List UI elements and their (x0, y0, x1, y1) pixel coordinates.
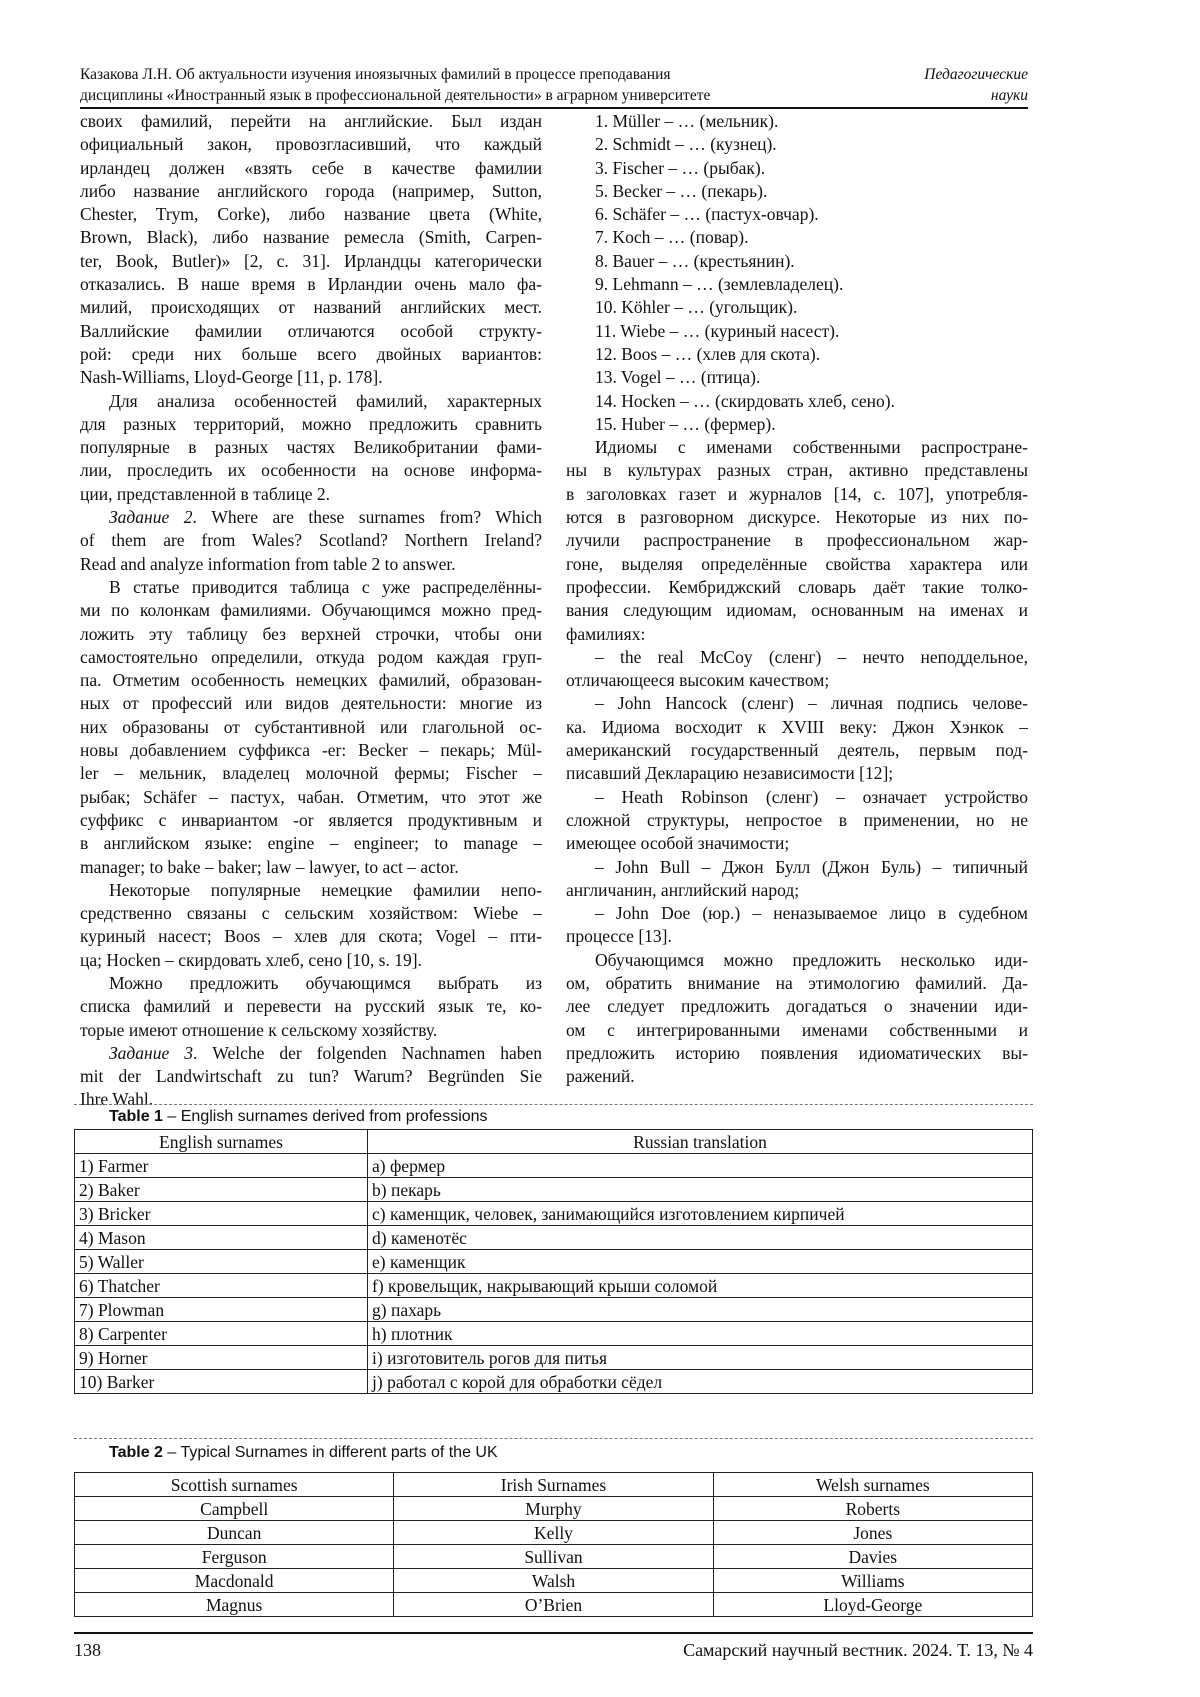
table1-caption-text: – English surnames derived from professions (163, 1108, 488, 1125)
text-line: Обучающимся можно предложить несколько иди- (566, 949, 1028, 972)
text-line: рыбак; Schäfer – пастух, чабан. Отметим, что этот же (80, 786, 542, 809)
table1-caption (109, 1108, 488, 1126)
list-item: 14. Hocken – … (скирдовать хлеб, сено). (566, 390, 1028, 413)
column-header: Russian translation (368, 1130, 1033, 1154)
text-line: ом с интегрированными именами собственными и (566, 1019, 1028, 1042)
table-row (75, 1178, 1033, 1202)
table2-caption-text: – Typical Surnames in different parts of the UK (163, 1444, 498, 1461)
text-line: В статье приводится таблица с уже распределённы- (80, 576, 542, 599)
text-line: Read and analyze information from table 2 to answer. (80, 553, 542, 576)
text-line: ми по колонкам фамилиями. Обучающимся можно пред- (80, 599, 542, 622)
page-number: 138 (74, 1640, 101, 1661)
text-line: Ihre Wahl. (80, 1088, 542, 1111)
text-line: самостоятельно определили, откуда родом каждая груп- (80, 646, 542, 669)
section-line-2: науки (924, 85, 1028, 106)
table-row (75, 1569, 1033, 1593)
paragraph (80, 1042, 542, 1112)
column-header: Irish Surnames (394, 1473, 713, 1497)
table-cell: Jones (713, 1521, 1032, 1545)
table-cell: b) пекарь (368, 1178, 1033, 1202)
text-line: – John Bull – Джон Булл (Джон Буль) – типичный (566, 856, 1028, 879)
table-cell: c) каменщик, человек, занимающийся изготовлением кирпичей (368, 1202, 1033, 1226)
list-item: 15. Huber – … (фермер). (566, 413, 1028, 436)
list-item: 11. Wiebe – … (куриный насест). (566, 320, 1028, 343)
text-line: писавший Декларацию независимости [12]; (566, 762, 1028, 785)
text-line: для разных территорий, можно предложить сравнить (80, 413, 542, 436)
text-line: торые имеют отношение к сельскому хозяйству. (80, 1019, 542, 1042)
text-line: manager; to bake – baker; law – lawyer, to act – actor. (80, 856, 542, 879)
table-row (75, 1274, 1033, 1298)
paragraph (566, 949, 1028, 1089)
table-row (75, 1226, 1033, 1250)
article-title (80, 64, 860, 106)
text-span: . Where are these surnames from? Which (192, 507, 542, 527)
text-line: Для анализа особенностей фамилий, характерных (80, 390, 542, 413)
table-cell: O’Brien (394, 1593, 713, 1617)
table-row (75, 1202, 1033, 1226)
text-line: отказались. В наше время в Ирландии очень мало фа- (80, 273, 542, 296)
text-line: официальный закон, провозгласивший, что каждый (80, 133, 542, 156)
table-cell: 3) Bricker (75, 1202, 368, 1226)
list-item: 1. Müller – … (мельник). (566, 110, 1028, 133)
footer-rule (74, 1632, 1033, 1634)
table-cell: Kelly (394, 1521, 713, 1545)
table-header-row (75, 1473, 1033, 1497)
header-line-1: Казакова Л.Н. Об актуальности изучения иноязычных фамилий в процессе преподавания (80, 64, 860, 85)
text-line: милий, происходящих от названий английских мест. (80, 296, 542, 319)
text-line: Валлийские фамилии отличаются особой структу- (80, 320, 542, 343)
list-item: 9. Lehmann – … (землевладелец). (566, 273, 1028, 296)
table-cell: 10) Barker (75, 1370, 368, 1394)
text-line: ом, обратить внимание на этимологию фамилий. Да- (566, 972, 1028, 995)
paragraph (566, 902, 1028, 949)
text-line: ца; Hocken – скирдовать хлеб, сено [10, s. 19]. (80, 949, 542, 972)
table-row (75, 1521, 1033, 1545)
header-line-2: дисциплины «Иностранный язык в профессиональной деятельности» в аграрном университете (80, 85, 860, 106)
list-item: 12. Boos – … (хлев для скота). (566, 343, 1028, 366)
paragraph (566, 436, 1028, 646)
table-cell: 4) Mason (75, 1226, 368, 1250)
right-column (566, 110, 1028, 1088)
paragraph (80, 506, 542, 576)
table-cell: e) каменщик (368, 1250, 1033, 1274)
text-line: ка. Идиома восходит к XVIII веку: Джон Хэнкок – (566, 716, 1028, 739)
table-row (75, 1370, 1033, 1394)
list-item: 3. Fischer – … (рыбак). (566, 157, 1028, 180)
table-row (75, 1250, 1033, 1274)
table-cell: Walsh (394, 1569, 713, 1593)
journal-citation: Самарский научный вестник. 2024. Т. 13, № 4 (683, 1640, 1033, 1661)
text-line: своих фамилий, перейти на английские. Был издан (80, 110, 542, 133)
table1-label: Table 1 (109, 1108, 163, 1125)
table-cell: g) пахарь (368, 1298, 1033, 1322)
task-label: Задание 2 (109, 507, 192, 527)
column-header: Welsh surnames (713, 1473, 1032, 1497)
paragraph (80, 390, 542, 506)
section-divider (74, 1438, 1033, 1439)
text-line: процессе [13]. (566, 925, 1028, 948)
text-line: ter, Book, Butler)» [2, с. 31]. Ирландцы категорически (80, 250, 542, 273)
text-line: вания следующим идиомам, основанным на именах и (566, 599, 1028, 622)
text-line: них образованы от субстантивной или глагольной ос- (80, 716, 542, 739)
table-cell: 2) Baker (75, 1178, 368, 1202)
table-cell: Duncan (75, 1521, 394, 1545)
text-line: фамилиях: (566, 623, 1028, 646)
text-line: лии, проследить их особенности на основе информа- (80, 459, 542, 482)
table-row (75, 1322, 1033, 1346)
table-cell: 9) Horner (75, 1346, 368, 1370)
text-line (80, 506, 542, 529)
table-cell: f) кровельщик, накрывающий крыши соломой (368, 1274, 1033, 1298)
paragraph (566, 692, 1028, 785)
list-item: 5. Becker – … (пекарь). (566, 180, 1028, 203)
header-rule (80, 107, 1028, 109)
text-line: Brown, Black), либо название ремесла (Smith, Carpen- (80, 226, 542, 249)
table2-uk-surnames (74, 1472, 1033, 1617)
left-column (80, 110, 542, 1112)
table-row (75, 1346, 1033, 1370)
column-header: English surnames (75, 1130, 368, 1154)
text-line: Некоторые популярные немецкие фамилии непо- (80, 879, 542, 902)
text-line: Можно предложить обучающимся выбрать из (80, 972, 542, 995)
table-cell: Lloyd-George (713, 1593, 1032, 1617)
table1-professions (74, 1129, 1033, 1394)
task-label: Задание 3 (109, 1043, 193, 1063)
german-surnames-list (566, 110, 1028, 436)
table-cell: Ferguson (75, 1545, 394, 1569)
text-line: ются в разговорном дискурсе. Некоторые из них по- (566, 506, 1028, 529)
table-cell: Davies (713, 1545, 1032, 1569)
text-line: ражений. (566, 1065, 1028, 1088)
text-line: ложить эту таблицу без верхней строчки, чтобы они (80, 623, 542, 646)
table-header-row (75, 1130, 1033, 1154)
table-cell: 7) Plowman (75, 1298, 368, 1322)
text-span: . Welche der folgenden Nachnamen haben (193, 1043, 542, 1063)
text-line: лее следует предложить догадаться о значении иди- (566, 995, 1028, 1018)
table-cell: i) изготовитель рогов для питья (368, 1346, 1033, 1370)
list-item: 6. Schäfer – … (пастух-овчар). (566, 203, 1028, 226)
table-cell: Sullivan (394, 1545, 713, 1569)
text-line: в заголовках газет и журналов [14, с. 107], употребля- (566, 483, 1028, 506)
table-cell: 8) Carpenter (75, 1322, 368, 1346)
table-cell: Roberts (713, 1497, 1032, 1521)
text-line: гоне, выделяя определённые свойства характера или (566, 553, 1028, 576)
paragraph (566, 646, 1028, 693)
list-item: 7. Koch – … (повар). (566, 226, 1028, 249)
list-item: 2. Schmidt – … (кузнец). (566, 133, 1028, 156)
column-header: Scottish surnames (75, 1473, 394, 1497)
text-line: в английском языке: engine – engineer; to manage – (80, 832, 542, 855)
text-line: of them are from Wales? Scotland? Northern Ireland? (80, 529, 542, 552)
text-line: популярные в разных частях Великобритании фами- (80, 436, 542, 459)
text-line: англичанин, английский народ; (566, 879, 1028, 902)
section-line-1: Педагогические (924, 64, 1028, 85)
text-line: – the real McCoy (сленг) – нечто неподдельное, (566, 646, 1028, 669)
table2-caption (109, 1444, 498, 1462)
table-row (75, 1154, 1033, 1178)
table-row (75, 1497, 1033, 1521)
text-line: mit der Landwirtschaft zu tun? Warum? Begründen Sie (80, 1065, 542, 1088)
text-line (80, 1042, 542, 1065)
journal-section (924, 64, 1028, 106)
text-line: новы добавлением суффикса -er: Becker – пекарь; Mül- (80, 739, 542, 762)
text-line: ler – мельник, владелец молочной фермы; Fischer – (80, 762, 542, 785)
paragraph (80, 110, 542, 390)
table-cell: j) работал с корой для обработки сёдел (368, 1370, 1033, 1394)
table-row (75, 1593, 1033, 1617)
text-line: сложной структуры, непростое в применении, но не (566, 809, 1028, 832)
paragraph (80, 879, 542, 972)
section-divider (74, 1104, 1033, 1105)
table-cell: Campbell (75, 1497, 394, 1521)
text-line: предложить историю появления идиоматических вы- (566, 1042, 1028, 1065)
table-cell: Murphy (394, 1497, 713, 1521)
text-line: Идиомы с именами собственными распростране- (566, 436, 1028, 459)
text-line: – John Doe (юр.) – неназываемое лицо в судебном (566, 902, 1028, 925)
text-line: лучили распространение в профессиональном жар- (566, 529, 1028, 552)
text-line: Chester, Trym, Corke), либо название цвета (White, (80, 203, 542, 226)
text-line: ции, представленной в таблице 2. (80, 483, 542, 506)
table-row (75, 1545, 1033, 1569)
text-line: суффикс с инвариантом -or является продуктивным и (80, 809, 542, 832)
paragraph (566, 856, 1028, 903)
text-line: отличающееся высоким качеством; (566, 669, 1028, 692)
text-line: куриный насест; Boos – хлев для скота; Vogel – пти- (80, 925, 542, 948)
text-line: ных от профессий или видов деятельности: многие из (80, 692, 542, 715)
table2-label: Table 2 (109, 1444, 163, 1461)
paragraph (80, 576, 542, 879)
text-line: рой: среди них больше всего двойных вариантов: (80, 343, 542, 366)
table-cell: Macdonald (75, 1569, 394, 1593)
table-cell: Magnus (75, 1593, 394, 1617)
table-cell: 6) Thatcher (75, 1274, 368, 1298)
text-line: Nash-Williams, Lloyd-George [11, p. 178]. (80, 366, 542, 389)
text-line: ирландец должен «взять себе в качестве фамилии (80, 157, 542, 180)
paragraph (80, 972, 542, 1042)
table-cell: Williams (713, 1569, 1032, 1593)
text-line: профессии. Кембриджский словарь даёт такие толко- (566, 576, 1028, 599)
text-line: средственно связаны с сельским хозяйством: Wiebe – (80, 902, 542, 925)
text-line: американский государственный деятель, первым под- (566, 739, 1028, 762)
text-line: па. Отметим особенность немецких фамилий, образован- (80, 669, 542, 692)
text-line: ны в культурах разных стран, активно представлены (566, 459, 1028, 482)
table-row (75, 1298, 1033, 1322)
text-line: – John Hancock (сленг) – личная подпись челове- (566, 692, 1028, 715)
table-cell: 1) Farmer (75, 1154, 368, 1178)
list-item: 13. Vogel – … (птица). (566, 366, 1028, 389)
list-item: 8. Bauer – … (крестьянин). (566, 250, 1028, 273)
paragraph (566, 786, 1028, 856)
table-cell: a) фермер (368, 1154, 1033, 1178)
text-line: списка фамилий и перевести на русский язык те, ко- (80, 995, 542, 1018)
table-cell: 5) Waller (75, 1250, 368, 1274)
table-cell: h) плотник (368, 1322, 1033, 1346)
text-line: имеющее особой значимости; (566, 832, 1028, 855)
list-item: 10. Köhler – … (угольщик). (566, 296, 1028, 319)
text-line: – Heath Robinson (сленг) – означает устройство (566, 786, 1028, 809)
table-cell: d) каменотёс (368, 1226, 1033, 1250)
text-line: либо название английского города (например, Sutton, (80, 180, 542, 203)
